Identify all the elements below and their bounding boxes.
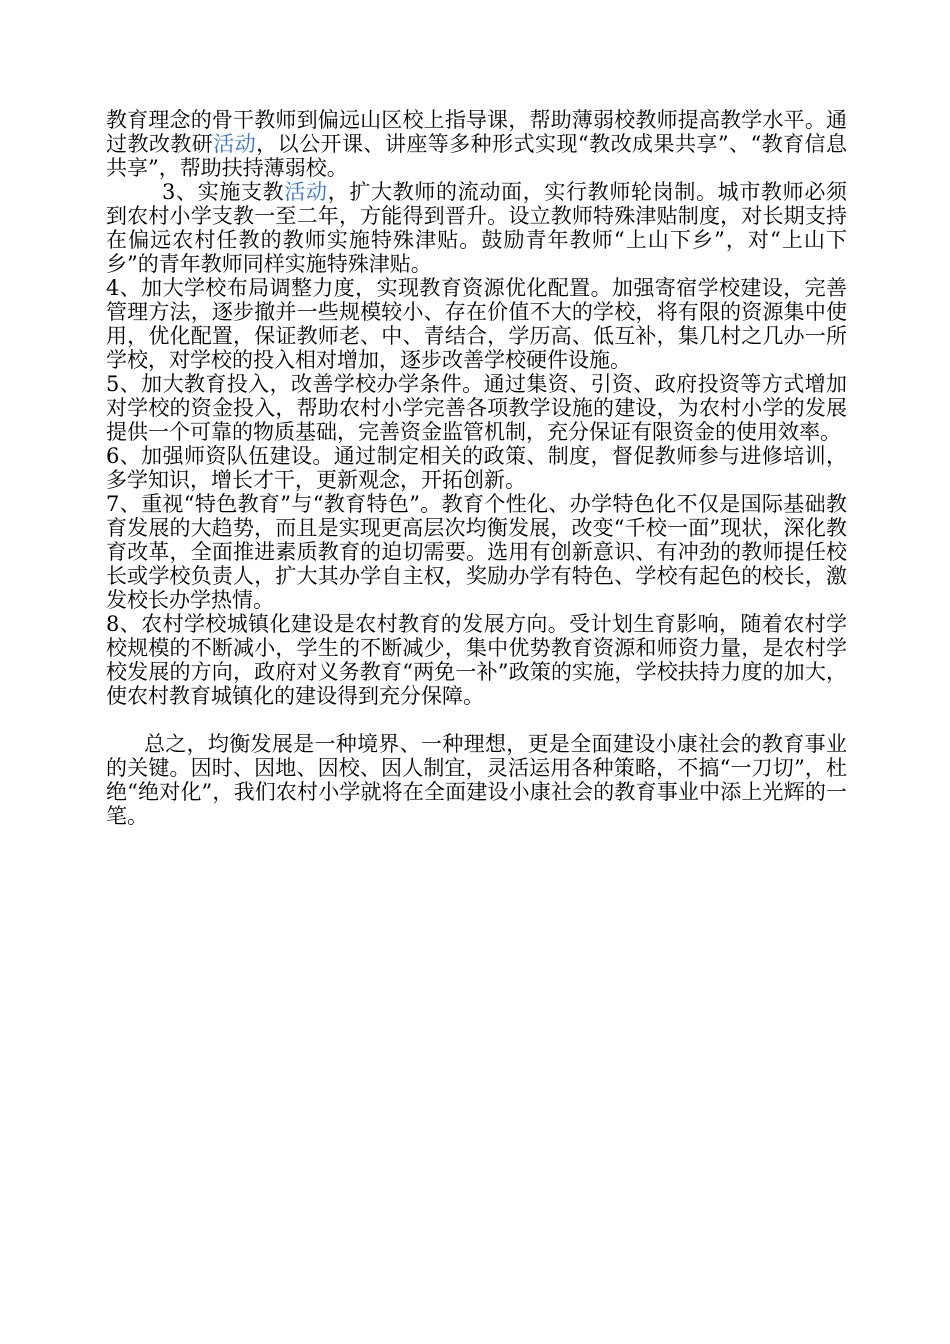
paragraph-spacer bbox=[106, 708, 847, 732]
paragraph-item-4: 4、加大学校布局调整力度，实现教育资源优化配置。加强寄宿学校建设，完善管理方法，逐步撤并一些规模较小、存在价值不大的学校，将有限的资源集中使用，优化配置，保证教师老、中、青结合，学历高、低互补，集几村之几办一所学校，对学校的投入相对增加，逐步改善学校硬件设施。 bbox=[106, 276, 847, 372]
document-body bbox=[106, 108, 847, 828]
paragraph-item-5: 5、加大教育投入，改善学校办学条件。通过集资、引资、政府投资等方式增加对学校的资金投入，帮助农村小学完善各项教学设施的建设，为农村小学的发展提供一个可靠的物质基础，完善资金监管机制，充分保证有限资金的使用效率。 bbox=[106, 372, 847, 444]
paragraph-item-6: 6、加强师资队伍建设。通过制定相关的政策、制度，督促教师参与进修培训，多学知识，增长才干，更新观念，开拓创新。 bbox=[106, 444, 847, 492]
paragraph-teacher-guidance bbox=[106, 108, 847, 180]
activity-link[interactable]: 活动 bbox=[284, 180, 328, 204]
paragraph-text: ，扩大教师的流动面，实行教师轮岗制。城市教师必须到农村小学支教一至二年，方能得到晋升。设立教师特殊津贴制度，对长期支持在偏远农村任教的教师实施特殊津贴。鼓励青年教师“上山下乡”，对“上山下乡”的青年教师同样实施特殊津贴。 bbox=[106, 180, 848, 276]
paragraph-text: 3、实施支教 bbox=[162, 180, 285, 204]
activity-link[interactable]: 活动 bbox=[213, 132, 257, 156]
paragraph-item-3 bbox=[106, 180, 847, 276]
paragraph-text: ，以公开课、讲座等多种形式实现“教改成果共享”、“教育信息共享”，帮助扶持薄弱校。 bbox=[106, 132, 848, 180]
paragraph-item-7: 7、重视“特色教育”与“教育特色”。教育个性化、办学特色化不仅是国际基础教育发展的大趋势，而且是实现更高层次均衡发展，改变“千校一面”现状，深化教育改革，全面推进素质教育的迫切需要。选用有创新意识、有冲劲的教师提任校长或学校负责人，扩大其办学自主权，奖励办学有特色、学校有起色的校长，激发校长办学热情。 bbox=[106, 492, 847, 612]
paragraph-item-8: 8、农村学校城镇化建设是农村教育的发展方向。受计划生育影响，随着农村学校规模的不断减小，学生的不断减少，集中优势教育资源和师资力量，是农村学校发展的方向，政府对义务教育“两免一补”政策的实施，学校扶持力度的加大，使农村教育城镇化的建设得到充分保障。 bbox=[106, 612, 847, 708]
paragraph-text: 教育理念的骨干教师到偏远山区校上指导课，帮助薄弱校教师提高教学水平。通过教改教研 bbox=[106, 108, 847, 156]
paragraph-summary: 总之，均衡发展是一种境界、一种理想，更是全面建设小康社会的教育事业的关键。因时、因地、因校、因人制宜，灵活运用各种策略，不搞“一刀切”，杜绝“绝对化”，我们农村小学就将在全面建设小康社会的教育事业中添上光辉的一笔。 bbox=[106, 732, 847, 828]
